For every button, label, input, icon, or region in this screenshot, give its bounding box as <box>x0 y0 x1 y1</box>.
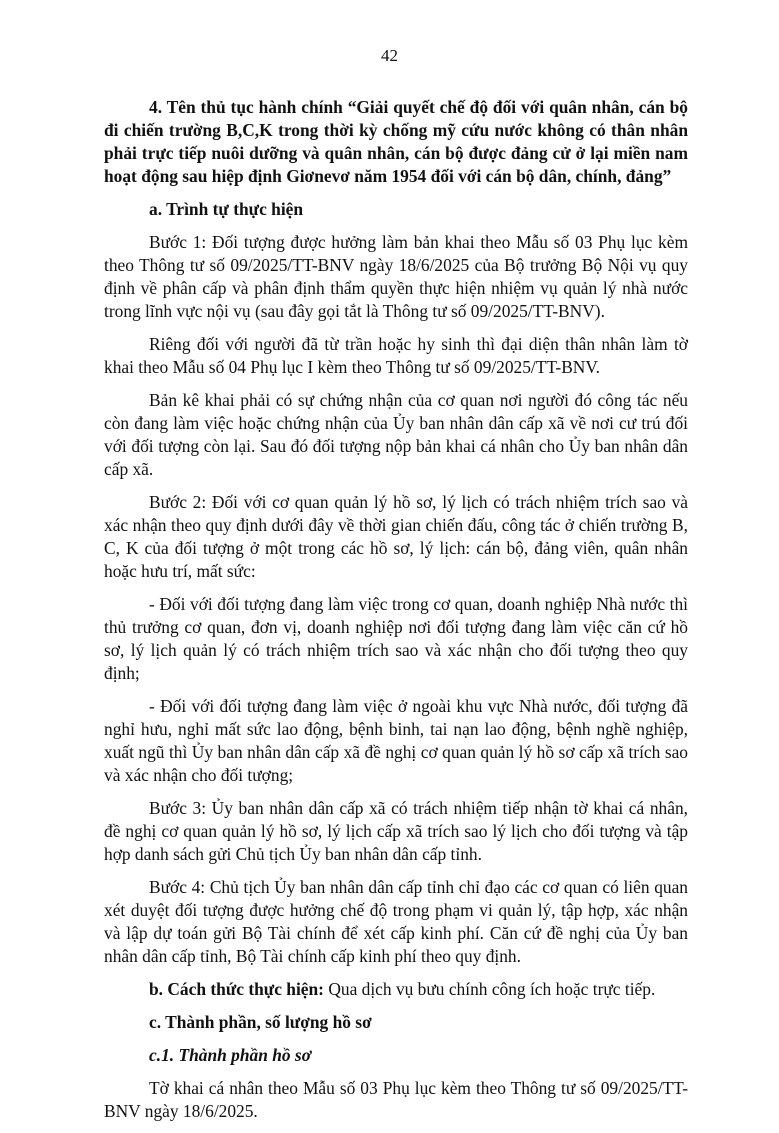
section-a-deceased-note: Riêng đối với người đã từ trần hoặc hy sinh thì đại diện thân nhân làm tờ khai theo Mẫu số 04 Phụ lục I kèm theo Thông tư số 09/2025/TT-BNV. <box>104 334 688 377</box>
section-a-step-4: Bước 4: Chủ tịch Ủy ban nhân dân cấp tỉnh chỉ đạo các cơ quan có liên quan xét duyệt đối tượng được hưởng chế độ trong phạm vi quản lý, tập hợp, xác nhận và lập dự toán gửi Bộ Tài chính để xét cấp kinh phí. Căn cứ đề nghị của Ủy ban nhân dân cấp tỉnh, Bộ Tài chính cấp kinh phí theo quy định. <box>104 877 688 966</box>
document-body <box>104 96 688 1133</box>
section-b-text: Qua dịch vụ bưu chính công ích hoặc trực tiếp. <box>323 979 656 999</box>
section-a-step-3: Bước 3: Ủy ban nhân dân cấp xã có trách nhiệm tiếp nhận tờ khai cá nhân, đề nghị cơ quan quản lý hồ sơ, lý lịch cấp xã trích sao lý lịch cho đối tượng và tập hợp danh sách gửi Chủ tịch Ủy ban nhân dân cấp tỉnh. <box>104 798 688 864</box>
section-b-lead: b. Cách thức thực hiện: <box>149 979 324 999</box>
section-a-step-2: Bước 2: Đối với cơ quan quản lý hồ sơ, lý lịch có trách nhiệm trích sao và xác nhận theo quy định dưới đây về thời gian chiến đấu, công tác ở chiến trường B, C, K của đối tượng ở một trong các hồ sơ, lý lịch: cán bộ, đảng viên, quân nhân hoặc hưu trí, mất sức: <box>104 492 688 581</box>
section-a-step-2-bullet-1: - Đối với đối tượng đang làm việc trong cơ quan, doanh nghiệp Nhà nước thì thủ trưởng cơ quan, đơn vị, doanh nghiệp nơi đối tượng đang làm việc căn cứ hồ sơ, lý lịch quản lý có trách nhiệm trích sao và xác nhận cho đối tượng theo quy định; <box>104 594 688 683</box>
section-c-heading: c. Thành phần, số lượng hồ sơ <box>149 1012 372 1032</box>
section-c1-paragraph: Tờ khai cá nhân theo Mẫu số 03 Phụ lục kèm theo Thông tư số 09/2025/TT-BNV ngày 18/6/2025. <box>104 1078 688 1121</box>
procedure-title: 4. Tên thủ tục hành chính “Giải quyết chế độ đối với quân nhân, cán bộ đi chiến trường B,C,K trong thời kỳ chống mỹ cứu nước không có thân nhân phải trực tiếp nuôi dưỡng và quân nhân, cán bộ được đảng cử ở lại miền nam hoạt động sau hiệp định Giơnevơ năm 1954 đối với cán bộ dân, chính, đảng” <box>104 97 688 186</box>
page-number: 42 <box>381 46 398 65</box>
section-a-step-2-bullet-2: - Đối với đối tượng đang làm việc ở ngoài khu vực Nhà nước, đối tượng đã nghỉ hưu, nghỉ mất sức lao động, bệnh binh, tai nạn lao động, bệnh nghề nghiệp, xuất ngũ thì Ủy ban nhân dân cấp xã đề nghị cơ quan quản lý hồ sơ cấp xã trích sao và xác nhận cho đối tượng; <box>104 696 688 785</box>
section-a-certification-note: Bản kê khai phải có sự chứng nhận của cơ quan nơi người đó công tác nếu còn đang làm việc hoặc chứng nhận của Ủy ban nhân dân cấp xã về nơi cư trú đối với đối tượng còn lại. Sau đó đối tượng nộp bản khai cá nhân cho Ủy ban nhân dân cấp xã. <box>104 390 688 479</box>
section-a-step-1: Bước 1: Đối tượng được hưởng làm bản khai theo Mẫu số 03 Phụ lục kèm theo Thông tư số 09/2025/TT-BNV ngày 18/6/2025 của Bộ trưởng Bộ Nội vụ quy định về phân cấp và phân định thẩm quyền thực hiện nhiệm vụ quản lý nhà nước trong lĩnh vực nội vụ (sau đây gọi tắt là Thông tư số 09/2025/TT-BNV). <box>104 232 688 321</box>
section-a-heading: a. Trình tự thực hiện <box>149 199 304 219</box>
section-c1-heading: c.1. Thành phần hồ sơ <box>149 1045 312 1065</box>
section-b <box>149 978 688 1001</box>
